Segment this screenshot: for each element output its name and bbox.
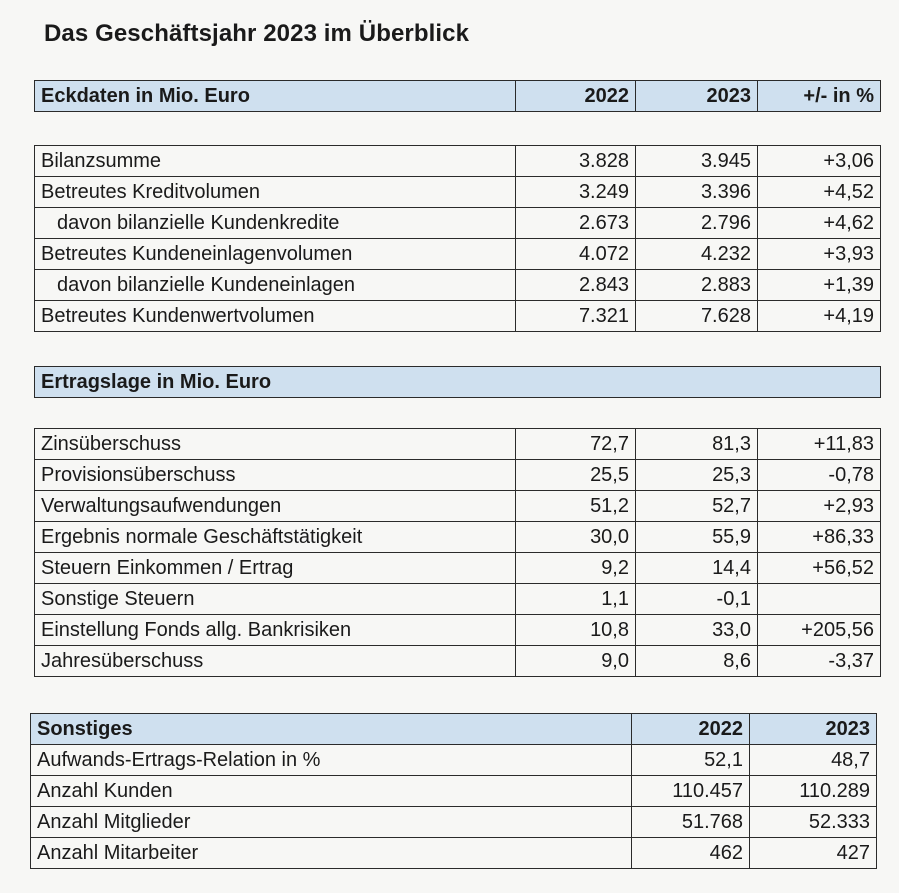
value-2022: 3.249: [516, 177, 636, 208]
value-2022: 51,2: [516, 491, 636, 522]
value-change: +86,33: [758, 522, 881, 553]
value-2023: 110.289: [750, 776, 877, 807]
table-row: [35, 584, 881, 615]
row-label: Betreutes Kundeneinlagenvolumen: [35, 239, 516, 270]
row-label: Anzahl Kunden: [31, 776, 632, 807]
col-2023-header: 2023: [636, 81, 758, 112]
row-label: Steuern Einkommen / Ertrag: [35, 553, 516, 584]
table-row: [35, 208, 881, 239]
value-2023: 2.796: [636, 208, 758, 239]
value-2023: 2.883: [636, 270, 758, 301]
row-label: Betreutes Kundenwertvolumen: [35, 301, 516, 332]
eckdaten-header: [34, 80, 881, 112]
row-label: Betreutes Kreditvolumen: [35, 177, 516, 208]
value-change: +2,93: [758, 491, 881, 522]
table-row: [35, 553, 881, 584]
row-label: Sonstige Steuern: [35, 584, 516, 615]
value-2022: 110.457: [632, 776, 750, 807]
value-2023: -0,1: [636, 584, 758, 615]
ertragslage-table: [34, 428, 881, 677]
sonstiges-table: [30, 713, 877, 869]
value-2023: 33,0: [636, 615, 758, 646]
value-change: -0,78: [758, 460, 881, 491]
row-label: davon bilanzielle Kundeneinlagen: [35, 270, 516, 301]
value-change: -3,37: [758, 646, 881, 677]
value-2023: 48,7: [750, 745, 877, 776]
table-row: [31, 776, 877, 807]
value-2022: 9,0: [516, 646, 636, 677]
row-label: davon bilanzielle Kundenkredite: [35, 208, 516, 239]
value-2023: 3.945: [636, 146, 758, 177]
value-2022: 10,8: [516, 615, 636, 646]
row-label: Ergebnis normale Geschäftstätigkeit: [35, 522, 516, 553]
row-label: Verwaltungsaufwendungen: [35, 491, 516, 522]
table-row: [35, 239, 881, 270]
value-2022: 2.673: [516, 208, 636, 239]
value-change: +1,39: [758, 270, 881, 301]
col-change-header: +/- in %: [758, 81, 881, 112]
value-2023: 4.232: [636, 239, 758, 270]
table-row: [35, 146, 881, 177]
table-row: [35, 460, 881, 491]
value-2022: 9,2: [516, 553, 636, 584]
sonstiges-col-2023: 2023: [750, 714, 877, 745]
row-label: Anzahl Mitglieder: [31, 807, 632, 838]
col-2022-header: 2022: [516, 81, 636, 112]
value-change: +56,52: [758, 553, 881, 584]
value-2022: 462: [632, 838, 750, 869]
value-2022: 1,1: [516, 584, 636, 615]
value-2023: 8,6: [636, 646, 758, 677]
value-2022: 4.072: [516, 239, 636, 270]
row-label: Aufwands-Ertrags-Relation in %: [31, 745, 632, 776]
eckdaten-heading: Eckdaten in Mio. Euro: [35, 81, 516, 112]
table-row: [35, 646, 881, 677]
table-row: [35, 615, 881, 646]
table-row: [35, 270, 881, 301]
value-2023: 52.333: [750, 807, 877, 838]
value-2023: 52,7: [636, 491, 758, 522]
value-2023: 25,3: [636, 460, 758, 491]
ertragslage-header: [34, 366, 881, 398]
table-row: [35, 491, 881, 522]
ertragslage-heading: Ertragslage in Mio. Euro: [35, 367, 881, 398]
eckdaten-table: [34, 145, 881, 332]
table-row: [31, 838, 877, 869]
value-2023: 14,4: [636, 553, 758, 584]
value-2022: 72,7: [516, 429, 636, 460]
value-change: +11,83: [758, 429, 881, 460]
table-row: [35, 301, 881, 332]
table-row: [31, 745, 877, 776]
value-2022: 52,1: [632, 745, 750, 776]
sonstiges-col-2022: 2022: [632, 714, 750, 745]
row-label: Zinsüberschuss: [35, 429, 516, 460]
row-label: Bilanzsumme: [35, 146, 516, 177]
value-change: [758, 584, 881, 615]
table-row: [35, 522, 881, 553]
table-row: [35, 429, 881, 460]
table-row: [31, 807, 877, 838]
row-label: Provisionsüberschuss: [35, 460, 516, 491]
value-2023: 7.628: [636, 301, 758, 332]
value-2023: 3.396: [636, 177, 758, 208]
value-change: +3,06: [758, 146, 881, 177]
value-2022: 7.321: [516, 301, 636, 332]
value-2022: 3.828: [516, 146, 636, 177]
value-2022: 2.843: [516, 270, 636, 301]
value-change: +205,56: [758, 615, 881, 646]
row-label: Anzahl Mitarbeiter: [31, 838, 632, 869]
value-change: +4,52: [758, 177, 881, 208]
row-label: Einstellung Fonds allg. Bankrisiken: [35, 615, 516, 646]
value-change: +4,62: [758, 208, 881, 239]
value-2023: 427: [750, 838, 877, 869]
value-2023: 81,3: [636, 429, 758, 460]
value-2022: 51.768: [632, 807, 750, 838]
row-label: Jahresüberschuss: [35, 646, 516, 677]
sonstiges-heading: Sonstiges: [31, 714, 632, 745]
value-change: +3,93: [758, 239, 881, 270]
value-2022: 25,5: [516, 460, 636, 491]
page-title: Das Geschäftsjahr 2023 im Überblick: [44, 20, 470, 47]
value-change: +4,19: [758, 301, 881, 332]
value-2022: 30,0: [516, 522, 636, 553]
value-2023: 55,9: [636, 522, 758, 553]
table-row: [35, 177, 881, 208]
